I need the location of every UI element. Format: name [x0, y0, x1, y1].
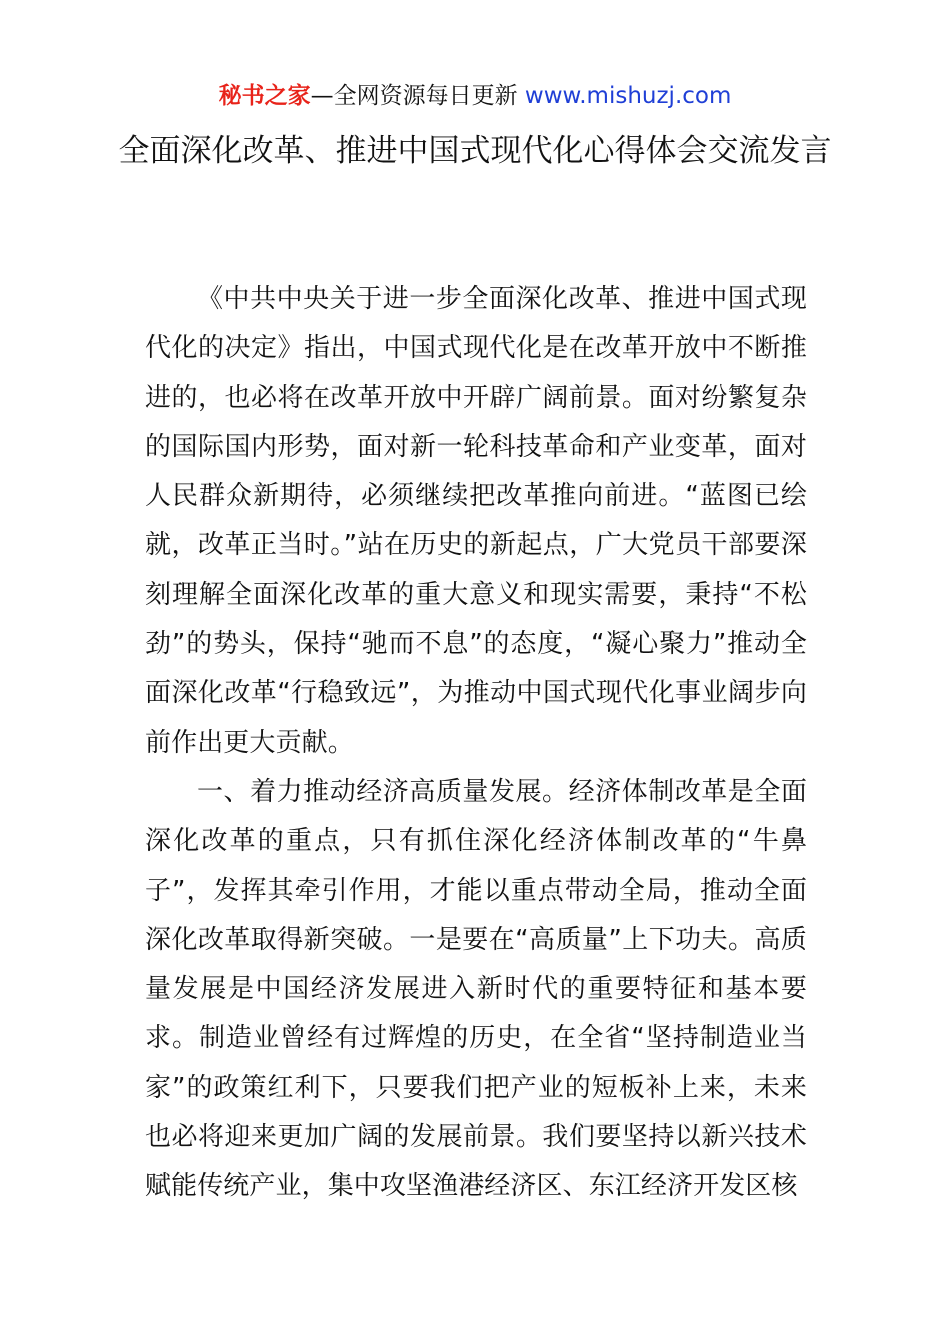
site-url: www.mishuzj.com: [524, 83, 732, 109]
paragraph-section-one: 一、着力推动经济高质量发展。经济体制改革是全面深化改革的重点，只有抓住深化经济体制改革的“牛鼻子”，发挥其牵引作用，才能以重点带动全局，推动全面深化改革取得新突破。一是要在“高质量”上下功夫。高质量发展是中国经济发展进入新时代的重要特征和基本要求。制造业曾经有过辉煌的历史，在全省“坚持制造业当家”的政策红利下，只要我们把产业的短板补上来，未来也必将迎来更加广阔的发展前景。我们要坚持以新兴技术赋能传统产业，集中攻坚渔港经济区、东江经济开发区核: [145, 776, 807, 1202]
brand-name: 秘书之家: [218, 83, 311, 109]
header-tagline: —全网资源每日更新: [310, 83, 525, 109]
site-header: [0, 80, 950, 112]
document-body: [145, 275, 807, 1212]
paragraph-intro: 《中共中央关于进一步全面深化改革、推进中国式现代化的决定》指出，中国式现代化是在改革开放中不断推进的，也必将在改革开放中开辟广阔前景。面对纷繁复杂的国际国内形势，面对新一轮科技革命和产业变革，面对人民群众新期待，必须继续把改革推向前进。“蓝图已绘就，改革正当时。”站在历史的新起点，广大党员干部要深刻理解全面深化改革的重大意义和现实需要，秉持“不松劲”的势头，保持“驰而不息”的态度，“凝心聚力”推动全面深化改革“行稳致远”，为推动中国式现代化事业阔步向前作出更大贡献。: [145, 284, 807, 758]
document-title: 全面深化改革、推进中国式现代化心得体会交流发言: [118, 133, 832, 169]
